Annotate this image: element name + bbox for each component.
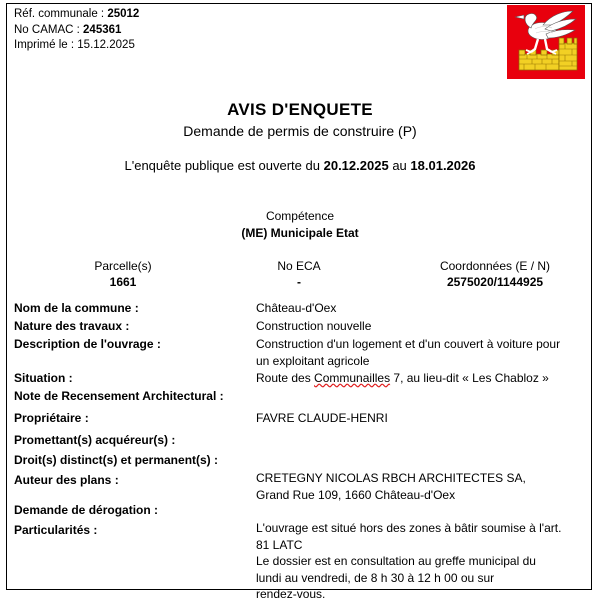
situation-text-prefix: Route des — [256, 371, 315, 385]
description-label: Description de l'ouvrage : — [14, 337, 161, 351]
droit-distinct-label: Droit(s) distinct(s) et permanent(s) : — [14, 453, 219, 467]
competence-value: (ME) Municipale Etat — [241, 226, 359, 240]
enquiry-period-line — [0, 158, 600, 173]
column-coordonnees-value: 2575020/1144925 — [446, 275, 544, 289]
reference-block — [14, 7, 139, 54]
particularites-line-1: L'ouvrage est situé hors des zones à bâtir soumise à l'art. — [256, 521, 562, 535]
description-value — [256, 336, 586, 369]
column-eca-value: - — [297, 275, 301, 289]
column-coordonnees — [404, 258, 586, 290]
proprietaire-label: Propriétaire : — [14, 411, 89, 425]
page-subtitle: Demande de permis de construire (P) — [183, 123, 417, 139]
auteur-plans-label: Auteur des plans : — [14, 473, 119, 487]
particularites-value — [256, 520, 586, 603]
column-eca — [244, 258, 354, 290]
enquiry-prefix: L'enquête publique est ouverte du — [124, 158, 320, 173]
enquiry-date-to: 18.01.2026 — [410, 158, 476, 173]
column-parcelle-header: Parcelle(s) — [94, 259, 152, 273]
ref-communale-label: Réf. communale : — [14, 8, 105, 20]
printed-row — [14, 38, 139, 54]
particularites-line-5: rendez-vous. — [256, 587, 326, 601]
derogation-label: Demande de dérogation : — [14, 503, 159, 517]
camac-row — [14, 23, 139, 39]
promettant-label: Promettant(s) acquéreur(s) : — [14, 433, 176, 447]
situation-text-suffix: 7, au lieu-dit « Les Chabloz » — [390, 371, 549, 385]
camac-value: 245361 — [83, 23, 122, 36]
particularites-line-2: 81 LATC — [256, 537, 303, 552]
enquiry-date-from: 20.12.2025 — [323, 158, 389, 173]
ref-communale-row — [14, 7, 139, 23]
ref-communale-value: 25012 — [107, 8, 140, 20]
column-coordonnees-header: Coordonnées (E / N) — [439, 259, 551, 273]
column-eca-header: No ECA — [277, 259, 321, 273]
commune-value: Château-d'Oex — [256, 301, 337, 315]
nature-value: Construction nouvelle — [256, 319, 372, 333]
commune-label: Nom de la commune : — [14, 301, 139, 315]
page-title: AVIS D'ENQUETE — [227, 100, 373, 119]
enquiry-middle: au — [392, 158, 407, 173]
auteur-plans-value — [256, 470, 586, 503]
column-parcelle-value: 1661 — [109, 275, 137, 289]
situation-value — [256, 370, 586, 387]
auteur-plans-line-2: Grand Rue 109, 1660 Château-d'Oex — [256, 487, 456, 502]
camac-label: No CAMAC : — [14, 23, 80, 36]
printed-value: 15.12.2025 — [77, 39, 135, 51]
particularites-line-4: lundi au vendredi, de 8 h 30 à 12 h 00 ou sur — [256, 570, 495, 585]
printed-label: Imprimé le : — [14, 39, 75, 51]
competence-label: Compétence — [265, 209, 335, 223]
situation-misspelled-word: Communailles — [314, 371, 391, 385]
particularites-label: Particularités : — [14, 523, 98, 537]
auteur-plans-line-1: CRETEGNY NICOLAS RBCH ARCHITECTES SA, — [256, 471, 526, 485]
proprietaire-value: FAVRE CLAUDE-HENRI — [256, 411, 388, 425]
particularites-line-3: Le dossier est en consultation au greffe municipal du — [256, 554, 536, 568]
description-line-2: un exploitant agricole — [256, 353, 370, 368]
situation-label: Situation : — [14, 371, 73, 385]
note-recensement-label: Note de Recensement Architectural : — [14, 389, 224, 403]
description-line-1: Construction d'un logement et d'un couvert à voiture pour — [256, 337, 561, 351]
nature-label: Nature des travaux : — [14, 319, 130, 333]
competence-block — [0, 208, 600, 242]
column-parcelle — [48, 258, 198, 290]
coat-of-arms-icon — [507, 5, 585, 79]
